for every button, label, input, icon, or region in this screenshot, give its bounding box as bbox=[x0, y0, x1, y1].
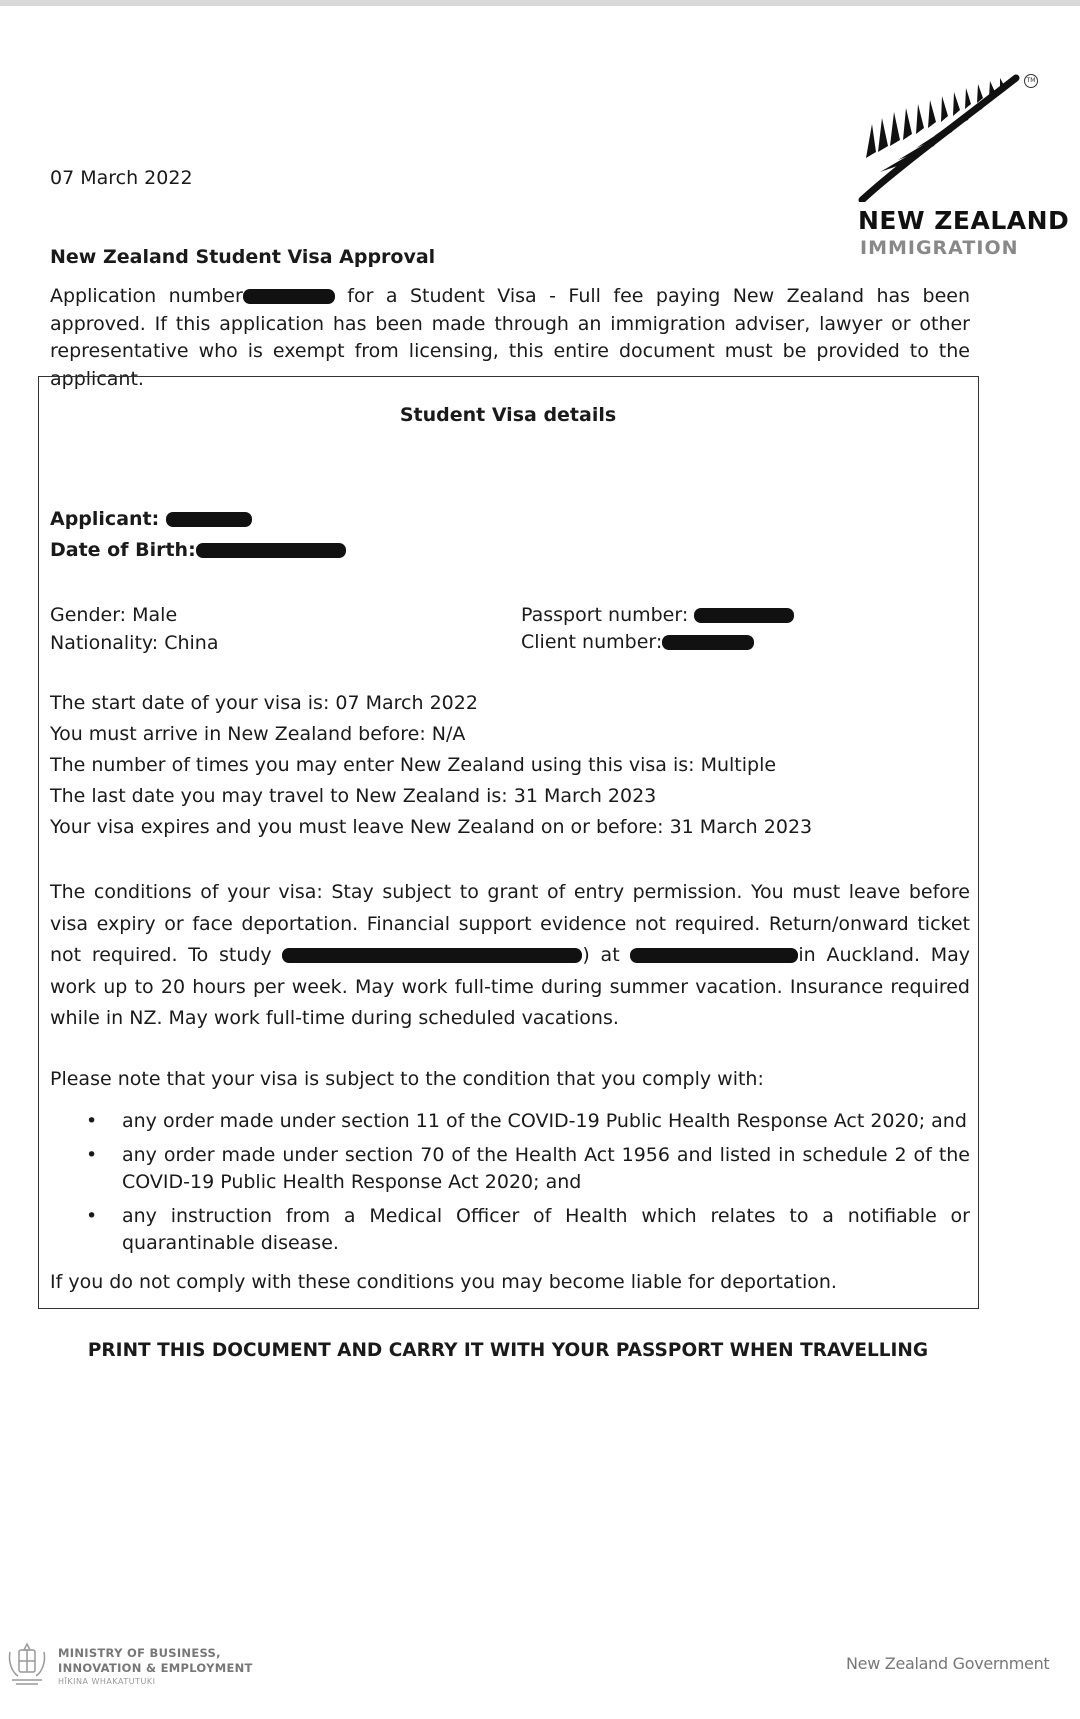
silver-fern-icon bbox=[858, 72, 1028, 202]
redacted-application-number bbox=[243, 289, 335, 304]
list-item-text: any order made under section 11 of the COVID-19 Public Health Response Act 2020; and bbox=[122, 1110, 967, 1132]
nz-government-logo: New Zealand Government bbox=[846, 1654, 1050, 1673]
redacted-institution-name bbox=[630, 948, 798, 963]
logo-title: NEW ZEALAND bbox=[858, 206, 1070, 235]
redacted-course-name bbox=[282, 948, 582, 963]
passport-label: Passport number: bbox=[521, 604, 689, 626]
list-item bbox=[50, 1203, 970, 1257]
conditions-list bbox=[50, 1108, 970, 1264]
applicant-label: Applicant: bbox=[50, 508, 160, 530]
list-item bbox=[50, 1142, 970, 1196]
list-item-text: any order made under section 70 of the Health Act 1956 and listed in schedule 2 of the COVID-19 Public Health Response Act 2020; and bbox=[122, 1144, 970, 1193]
gender-field: Gender: Male bbox=[50, 604, 178, 626]
dob-row bbox=[50, 536, 346, 564]
visa-conditions bbox=[50, 877, 970, 1035]
arrive-before: You must arrive in New Zealand before: N/A bbox=[50, 723, 466, 745]
logo-subtitle: IMMIGRATION bbox=[860, 237, 1019, 259]
dob-label: Date of Birth: bbox=[50, 539, 196, 561]
nationality-field: Nationality: China bbox=[50, 632, 219, 654]
redacted-client-number bbox=[662, 635, 754, 650]
bullet-dot-icon: • bbox=[86, 1110, 98, 1132]
bullet-dot-icon: • bbox=[86, 1144, 98, 1166]
redacted-passport-number bbox=[694, 608, 794, 623]
details-heading: Student Visa details bbox=[399, 404, 617, 426]
entry-count: The number of times you may enter New Zealand using this visa is: Multiple bbox=[50, 754, 777, 776]
top-edge-bar bbox=[0, 0, 1080, 6]
mbie-maori-name: HĪKINA WHAKATUTUKI bbox=[58, 1677, 156, 1686]
letter-heading: New Zealand Student Visa Approval bbox=[50, 246, 436, 268]
redacted-applicant-name bbox=[166, 512, 252, 527]
mbie-name-line1: MINISTRY OF BUSINESS, bbox=[58, 1646, 221, 1660]
visa-expiry: Your visa expires and you must leave New Zealand on or before: 31 March 2023 bbox=[50, 816, 813, 838]
conditions-part2: ) at bbox=[582, 944, 631, 966]
passport-row bbox=[521, 601, 794, 629]
deportation-warning: If you do not comply with these conditions you may become liable for deportation. bbox=[50, 1271, 837, 1293]
intro-text-part2: for a Student Visa - Full fee paying New Zealand has been approved. bbox=[50, 285, 971, 335]
intro-text-part1: Application number bbox=[50, 285, 243, 307]
client-row bbox=[521, 628, 754, 656]
nz-immigration-logo bbox=[858, 72, 1070, 262]
intro-text-rest: If this application has been made through an immigration adviser, lawyer or other representative who is exempt from licensing, this entire document must be provided to the applicant. bbox=[50, 312, 970, 390]
print-notice: PRINT THIS DOCUMENT AND CARRY IT WITH YOUR PASSPORT WHEN TRAVELLING bbox=[87, 1340, 929, 1361]
conditions-part3: in Auckland. May work up to 20 hours per week. May work full-time during summer vacation. Insurance required while in NZ. May work full-time during scheduled vacations. bbox=[50, 944, 971, 1029]
visa-start-date: The start date of your visa is: 07 March 2022 bbox=[50, 692, 478, 714]
list-item bbox=[50, 1108, 970, 1135]
mbie-name-line2: INNOVATION & EMPLOYMENT bbox=[58, 1661, 253, 1675]
last-travel-date: The last date you may travel to New Zealand is: 31 March 2023 bbox=[50, 785, 657, 807]
applicant-row bbox=[50, 505, 252, 533]
compliance-note: Please note that your visa is subject to the condition that you comply with: bbox=[50, 1068, 764, 1090]
list-item-text: any instruction from a Medical Officer of Health which relates to a notifiable or quarantinable disease. bbox=[122, 1205, 970, 1254]
trademark-mark: TM bbox=[1024, 74, 1038, 88]
mbie-footer-logo bbox=[0, 1640, 280, 1696]
client-label: Client number: bbox=[521, 631, 663, 653]
redacted-date-of-birth bbox=[196, 543, 346, 558]
coat-of-arms-icon bbox=[4, 1642, 50, 1690]
bullet-dot-icon: • bbox=[86, 1205, 98, 1227]
conditions-part1: The conditions of your visa: Stay subject to grant of entry permission. You must leave before visa expiry or face deportation. Financial support evidence not required. Return/onward ticket not required. To study bbox=[50, 881, 970, 966]
letter-date: 07 March 2022 bbox=[50, 167, 193, 189]
